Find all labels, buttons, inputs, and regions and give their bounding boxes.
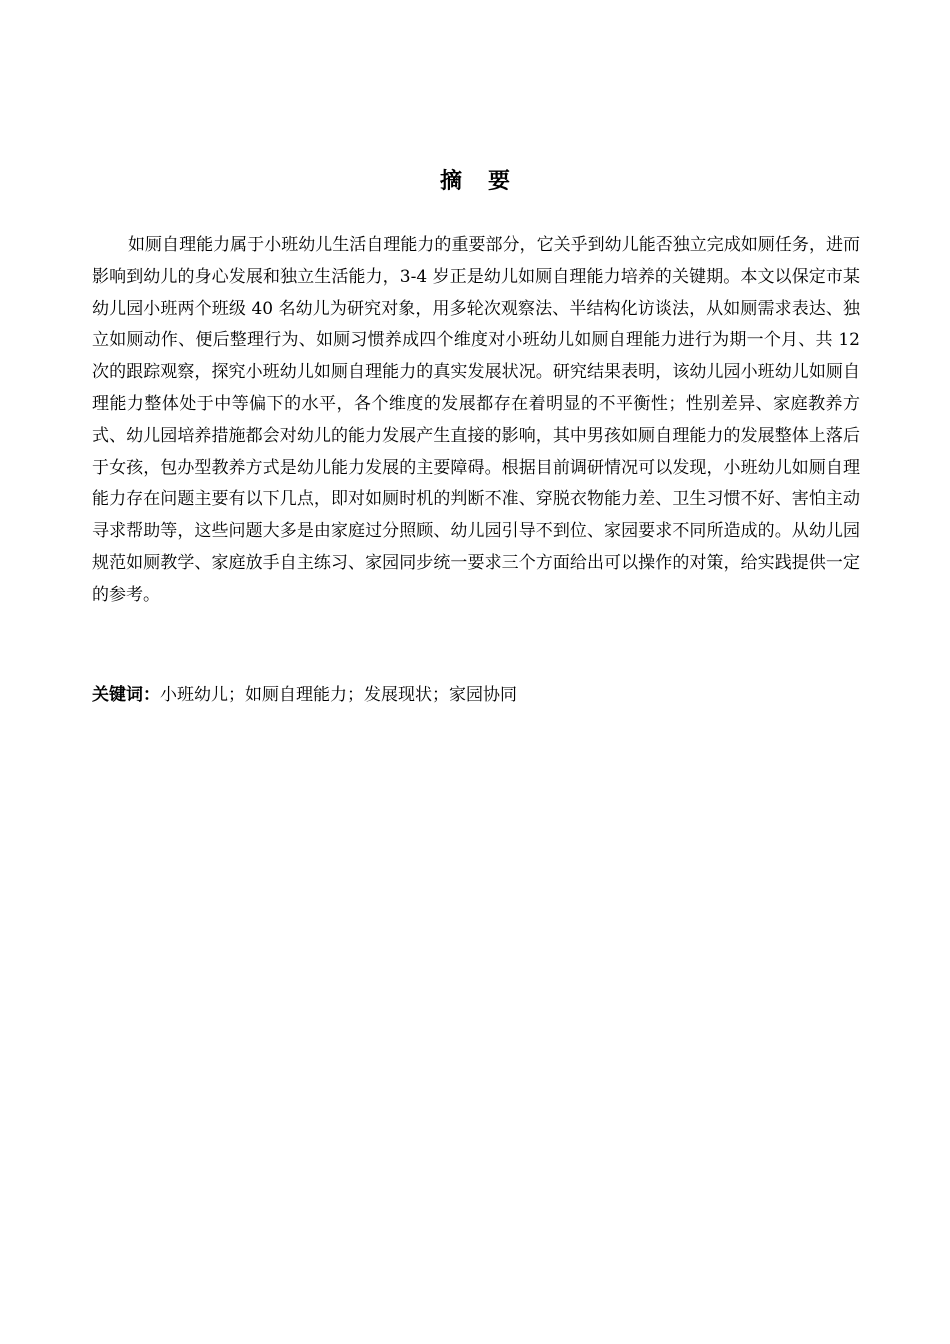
keywords-label: 关键词：: [92, 685, 160, 705]
abstract-body: 如厕自理能力属于小班幼儿生活自理能力的重要部分，它关乎到幼儿能否独立完成如厕任务，进而影响到幼儿的身心发展和独立生活能力，3-4 岁正是幼儿如厕自理能力培养的关键期。本文以保定市某幼儿园小班两个班级 40 名幼儿为研究对象，用多轮次观察法、半结构化访谈法，从如厕需求表达、独立如厕动作、便后整理行为、如厕习惯养成四个维度对小班幼儿如厕自理能力进行为期一个月、共 12 次的跟踪观察，探究小班幼儿如厕自理能力的真实发展状况。研究结果表明，该幼儿园小班幼儿如厕自理能力整体处于中等偏下的水平，各个维度的发展都存在着明显的不平衡性；性别差异、家庭教养方式、幼儿园培养措施都会对幼儿的能力发展产生直接的影响，其中男孩如厕自理能力的发展整体上落后于女孩，包办型教养方式是幼儿能力发展的主要障碍。根据目前调研情况可以发现，小班幼儿如厕自理能力存在问题主要有以下几点，即对如厕时机的判断不准、穿脱衣物能力差、卫生习惯不好、害怕主动寻求帮助等，这些问题大多是由家庭过分照顾、幼儿园引导不到位、家园要求不同所造成的。从幼儿园规范如厕教学、家庭放手自主练习、家园同步统一要求三个方面给出可以操作的对策，给实践提供一定的参考。: [92, 235, 860, 605]
keywords-text: 小班幼儿；如厕自理能力；发展现状；家园协同: [160, 685, 517, 705]
abstract-title: 摘要: [439, 169, 536, 194]
keywords-line: [92, 681, 860, 709]
